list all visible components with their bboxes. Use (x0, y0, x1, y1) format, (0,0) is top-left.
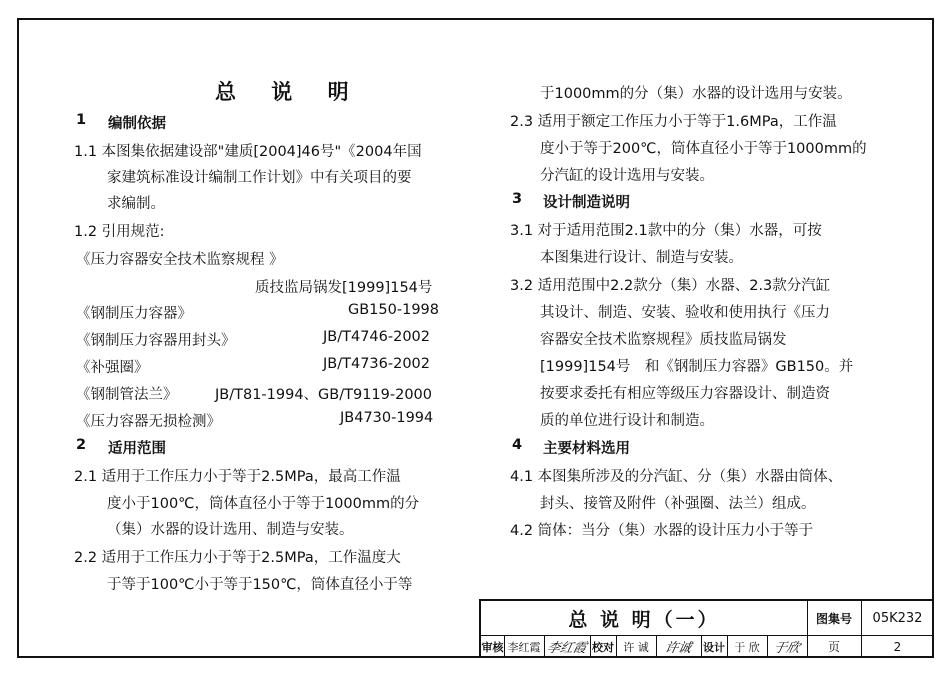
standard-name: 《压力容器无损检测》 (76, 414, 221, 430)
design-label: 设计 (703, 640, 725, 654)
section-2-heading: 适用范围 (108, 441, 166, 457)
paragraph-line: 度小于100℃，筒体直径小于等于1000mm的分 (107, 496, 420, 512)
paragraph-line: 3.2 适用范围中2.2款分（集）水器、2.3款分汽缸 (510, 278, 831, 294)
paragraph-line: 求编制。 (107, 196, 165, 212)
standard-name: 《压力容器安全技术监察规程 》 (76, 252, 284, 268)
standard-number: 质技监局锅发[1999]154号 (255, 280, 433, 296)
standard-number: JB4730-1994 (340, 410, 434, 426)
paragraph-line: 1.2 引用规范: (74, 224, 165, 240)
review-name: 李红霞 (507, 640, 541, 654)
atlas-number: 05K232 (872, 610, 923, 626)
sheet-title: 总 说 明（一） (568, 608, 720, 631)
page-title: 总 说 明 (215, 80, 363, 104)
design-name: 于 欣 (734, 640, 760, 654)
page-number: 2 (893, 639, 902, 654)
section-1-number: 1 (76, 112, 87, 128)
standard-number: JB/T4736-2002 (323, 356, 431, 372)
paragraph-line: 本图集进行设计、制造与安装。 (540, 250, 743, 266)
review-signature: 李红霞 (545, 641, 588, 656)
paragraph-line: 家建筑标准设计编制工作计划》中有关项目的要 (107, 170, 412, 186)
page-label: 页 (827, 640, 840, 654)
paragraph-line: 质的单位进行设计和制造。 (540, 413, 714, 429)
paragraph-line: （集）水器的设计选用、制造与安装。 (107, 522, 354, 538)
standard-number: GB150-1998 (348, 302, 439, 318)
paragraph-line: 2.1 适用于工作压力小于等于2.5MPa，最高工作温 (74, 469, 401, 485)
section-2-number: 2 (76, 437, 87, 453)
section-4-number: 4 (512, 437, 523, 453)
standard-name: 《补强圈》 (76, 360, 149, 376)
standard-number: JB/T81-1994、GB/T9119-2000 (215, 387, 433, 403)
paragraph-line: 容器安全技术监察规程》质技监局锅发 (540, 332, 787, 348)
paragraph-line: 2.3 适用于额定工作压力小于等于1.6MPa，工作温 (510, 114, 837, 130)
atlas-label: 图集号 (815, 611, 852, 626)
paragraph-line: 2.2 适用于工作压力小于等于2.5MPa，工作温度大 (74, 550, 401, 566)
review-label: 审核 (481, 640, 504, 654)
paragraph-line: 1.1 本图集依据建设部"建质[2004]46号"《2004年国 (74, 144, 422, 160)
paragraph-line: 按要求委托有相应等级压力容器设计、制造资 (540, 386, 830, 402)
paragraph-line: 4.2 筒体：当分（集）水器的设计压力小于等于 (510, 523, 814, 539)
standard-name: 《钢制压力容器用封头》 (76, 333, 236, 349)
standard-name: 《钢制压力容器》 (76, 306, 192, 322)
paragraph-line: 封头、接管及附件（补强圈、法兰）组成。 (540, 496, 816, 512)
section-3-number: 3 (512, 191, 523, 207)
paragraph-line: [1999]154号 和《钢制压力容器》GB150。并 (540, 359, 854, 375)
paragraph-line: 3.1 对于适用范围2.1款中的分（集）水器，可按 (510, 223, 822, 239)
section-4-heading: 主要材料选用 (543, 441, 630, 457)
standard-name: 《钢制管法兰》 (76, 387, 178, 403)
paragraph-line: 于等于100℃小于等于150℃，筒体直径小于等 (107, 577, 413, 593)
standard-number: JB/T4746-2002 (323, 329, 431, 345)
paragraph-line: 分汽缸的设计选用与安装。 (540, 168, 714, 184)
check-label: 校对 (592, 640, 614, 654)
paragraph-line: 于1000mm的分（集）水器的设计选用与安装。 (540, 86, 852, 102)
check-signature: 许诚 (663, 641, 693, 656)
section-3-heading: 设计制造说明 (543, 195, 630, 211)
design-signature: 于欣 (771, 641, 802, 656)
paragraph-line: 度小于等于200℃，筒体直径小于等于1000mm的 (540, 141, 867, 157)
paragraph-line: 其设计、制造、安装、验收和使用执行《压力 (540, 305, 830, 321)
section-1-heading: 编制依据 (108, 116, 166, 132)
title-block (479, 599, 932, 656)
check-name: 许 诚 (623, 640, 649, 654)
paragraph-line: 4.1 本图集所涉及的分汽缸、分（集）水器由筒体、 (510, 469, 843, 485)
